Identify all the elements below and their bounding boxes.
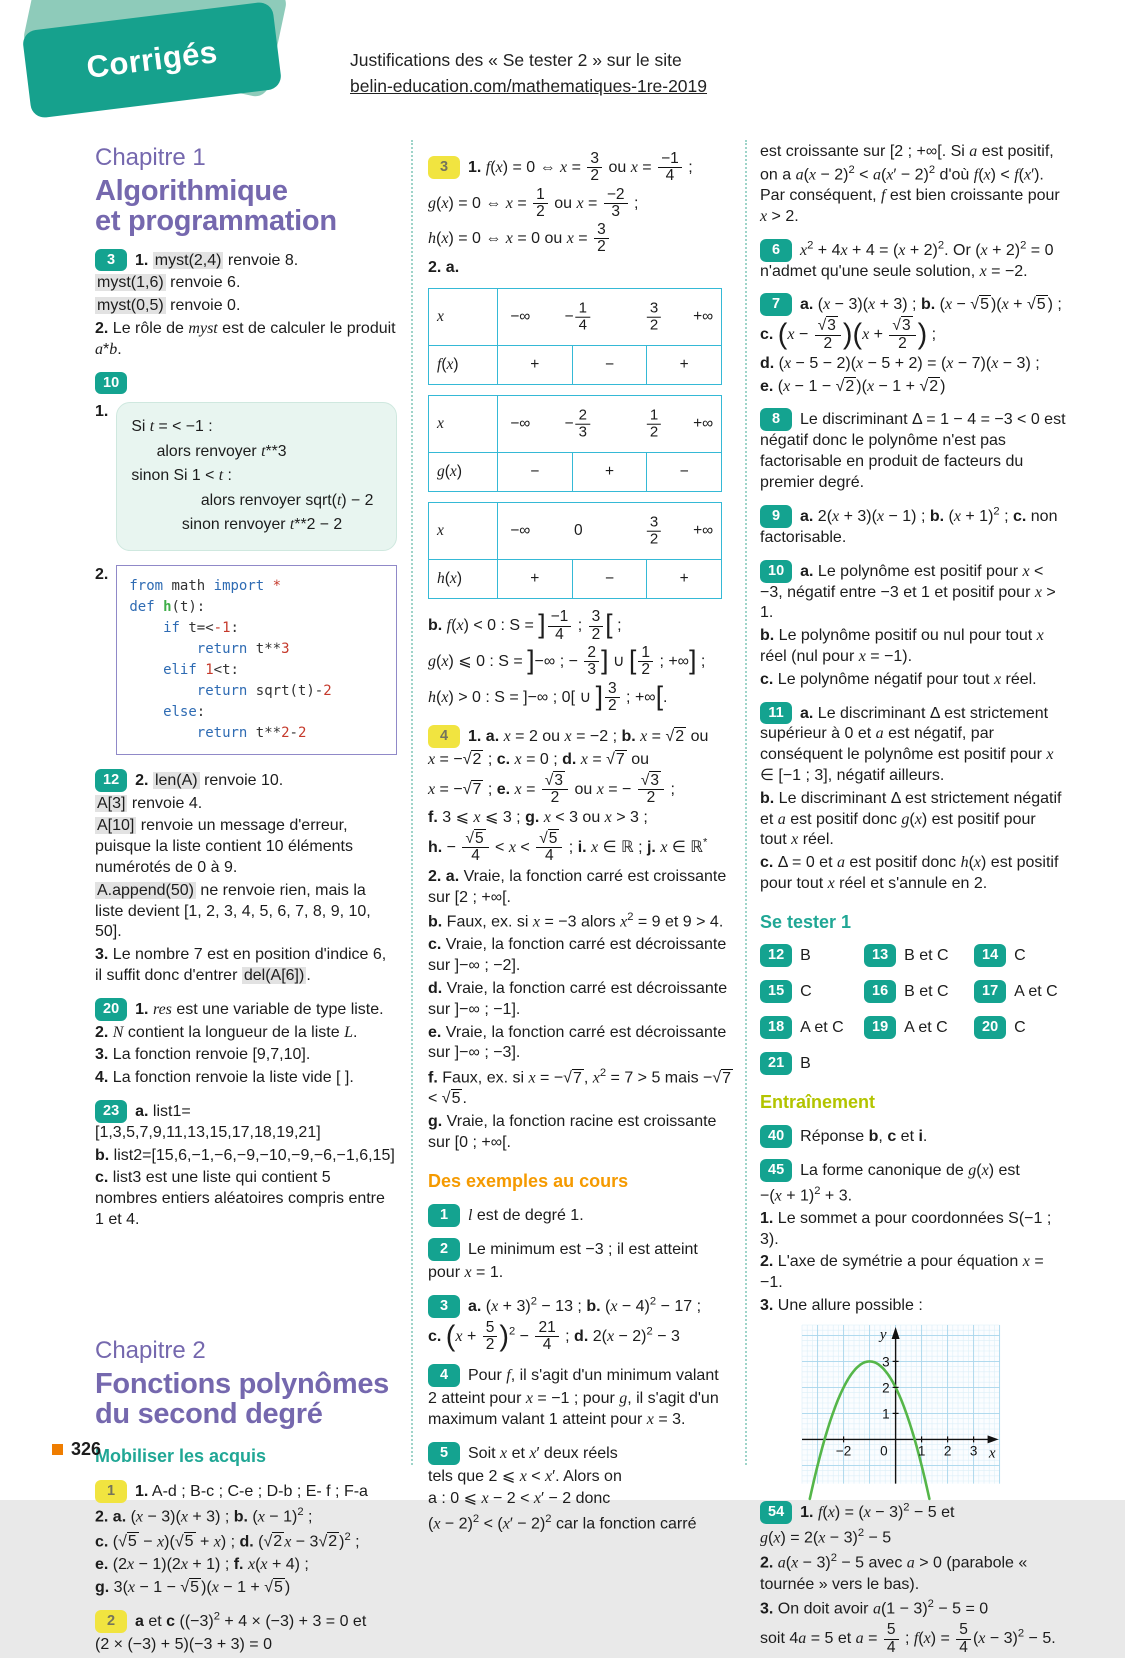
table-variable-label: x	[429, 503, 498, 559]
answer-item	[974, 1016, 1066, 1039]
table-values	[498, 396, 721, 452]
sign-table	[428, 395, 722, 492]
svg-text:3: 3	[969, 1443, 978, 1459]
algorithm-line: alors renvoyer sqrt(t) − 2	[200, 491, 374, 509]
banner-title: Corrigés	[84, 33, 220, 85]
table-value: +∞	[693, 415, 714, 433]
sign-cell: +	[530, 570, 540, 588]
sign-cell: +	[572, 453, 647, 491]
code-line: elif 1<t:	[163, 661, 239, 678]
column-2	[428, 140, 734, 1537]
exercise	[760, 408, 1066, 493]
exercise	[95, 1100, 397, 1144]
table-value: −∞	[510, 308, 531, 326]
table-value: $\frac{3}{2}$	[645, 515, 663, 548]
paragraph: b. Le discriminant Δ est strictement négatif et a est positif donc g(x) est positif pour tout x réel.	[760, 789, 1062, 849]
exercise	[428, 1238, 734, 1261]
exercise-badge: 3	[428, 156, 460, 179]
sign-cell: −	[646, 453, 721, 491]
paragraph: f. Faux, ex. si x = −√7 , $x^2 = 7 > 5$ mais −√7 < √5 .	[428, 1067, 732, 1108]
chapter-title: Fonctions polynômes du second degré	[95, 1368, 389, 1431]
paragraph: A.append(50) ne renvoie rien, mais la liste devient [1, 2, 3, 4, 5, 6, 7, 8, 9, 10, 50].	[95, 881, 371, 941]
paragraph: $g(x) = 2(x - 3)^2 - 5$	[760, 1527, 892, 1547]
exercise-badge: 14	[974, 944, 1006, 967]
code-line: return t**3	[196, 640, 290, 657]
exercise-text: 1. res est une variable de type liste.	[135, 1000, 384, 1018]
paragraph: h. − $\frac{√5}{4}$ < x < $\frac{√5}{4}$ ; i. x ∈ ℝ ; j. x ∈ ℝ*	[428, 830, 708, 865]
sign-cell: +	[646, 560, 721, 598]
exercise	[760, 1159, 1066, 1182]
exercise	[760, 505, 1066, 549]
algorithm-box	[116, 402, 397, 550]
exercise-badge: 8	[760, 408, 792, 431]
exercise-text: 1. $f(x) = (x - 3)^2 - 5$ et	[800, 1502, 955, 1522]
function-graph	[802, 1325, 1000, 1484]
algorithm-block	[95, 402, 397, 550]
answer-item	[974, 980, 1066, 1003]
paragraph: 3. Le nombre 7 est en position d'indice 6, il suffit donc d'entrer del(A[6]) .	[95, 946, 387, 985]
sign-cell: −	[572, 560, 647, 598]
exercise-text: La forme canonique de g(x) est	[800, 1161, 1020, 1179]
sign-cell: +	[530, 356, 540, 374]
exercise-badge: 12	[760, 944, 792, 967]
chapter-label: Chapitre 2	[95, 1336, 206, 1364]
paragraph: c. (√5 − x)(√5 + x) ; d. (√2 x − 3√2 )$^2$ ;	[95, 1530, 360, 1551]
algorithm-line: alors renvoyer t**3	[156, 442, 287, 460]
paragraph: d. Vraie, la fonction carré est décroissante sur ]−∞ ; −1].	[428, 980, 728, 1018]
paragraph: soit 4a = 5 et a = $\frac{5}{4}$ ; f(x) = $\frac{5}{4}$ $(x - 3)^2 - 5$.	[760, 1621, 1056, 1656]
paragraph: x = −√7 ; e. x = $\frac{√3}{2}$ ou x = − $\frac{√3}{2}$ ;	[428, 771, 675, 807]
exercise-text: Le minimum est −3 ; il est atteint	[468, 1240, 698, 1258]
exercise-badge: 5	[428, 1442, 460, 1465]
exercise	[760, 239, 1066, 283]
paragraph: b. list2=[15,6,−1,−6,−9,−10,−9,−6,−1,6,15]	[95, 1146, 395, 1164]
site-note-line1: Justifications des « Se tester 2 » sur le site	[350, 50, 682, 70]
column-separator	[411, 140, 413, 1465]
svg-text:1: 1	[917, 1443, 926, 1459]
answer-item	[760, 1052, 864, 1075]
exercise	[428, 1204, 734, 1227]
table-value: − $\frac{1}{4}$	[565, 301, 592, 334]
answer-item	[760, 980, 864, 1003]
exercise-badge: 9	[760, 505, 792, 528]
paragraph: 3. On doit avoir $a(1 - 3)^2 - 5 = 0$	[760, 1598, 989, 1618]
paragraph: c. Δ = 0 et a est positif donc h(x) est positif pour tout x réel et s'annule en 2.	[760, 854, 1059, 892]
paragraph: f. 3 ⩽ x ⩽ 3 ; g. x < 3 ou x > 3 ;	[428, 809, 648, 827]
answer-letter: A et C	[800, 1018, 844, 1036]
exercise-text: $x^2 + 4x + 4 = (x + 2)^2$. Or $(x + 2)^2 = 0$ n'admet qu'une seule solution, x = −2.	[760, 239, 1054, 280]
svg-text:y: y	[879, 1326, 887, 1343]
svg-text:0: 0	[880, 1443, 888, 1459]
exercise	[95, 998, 397, 1021]
answer-letter: B	[800, 947, 811, 965]
answer-item	[974, 944, 1066, 967]
answer-letter: B et C	[904, 982, 949, 1000]
answer-letter: C	[800, 982, 812, 1000]
exercise	[95, 1480, 397, 1503]
paragraph: g(x) ⩽ 0 : S = ]−∞ ; − $\frac{2}{3}$ ] ∪ [ $\frac{1}{2}$ ; +∞] ;	[428, 644, 706, 679]
algorithm-line: sinon renvoyer t**2 − 2	[181, 516, 343, 534]
paragraph: 2. Le rôle de myst est de calculer le produit a*b.	[95, 319, 396, 358]
svg-text:−2: −2	[835, 1443, 852, 1459]
exercise-badge: 23	[95, 1100, 127, 1123]
exercise	[760, 1501, 1066, 1524]
exercise-text: a. $(x + 3)^2 - 13$ ; b. $(x - 4)^2 - 17$ ;	[468, 1295, 702, 1315]
section-heading: Entraînement	[760, 1091, 876, 1112]
paragraph: pour x = 1.	[428, 1263, 504, 1281]
paragraph: c. list3 est une liste qui contient 5 nombres entiers aléatoires compris entre 1 et 4.	[95, 1169, 385, 1229]
exercise-badge: 20	[95, 998, 127, 1021]
code-line: return t**2-2	[196, 724, 307, 741]
exercise	[760, 1125, 1066, 1148]
exercise	[95, 249, 397, 272]
page-number: 326	[71, 1439, 102, 1459]
exercise-badge: 10	[760, 560, 792, 583]
sign-table	[428, 502, 722, 599]
svg-text:x: x	[988, 1445, 996, 1462]
paragraph: est croissante sur [2 ; +∞[. Si a est positif, on a $a(x - 2)^2 < a(x' - 2)^2$ d'où f(x) < f(x′). Par conséquent, f est bien croissante pour x > 2.	[760, 143, 1060, 225]
exercise-badge: 12	[95, 769, 127, 792]
exercise	[428, 1442, 734, 1465]
paragraph: g(x) = 0 ⇔ x = $\frac{1}{2}$ ou x = $\frac{-2}{3}$ ;	[428, 185, 639, 220]
exercise-text: Le discriminant Δ = 1 − 4 = −3 < 0 est négatif donc le polynôme n'est pas factorisable en produit de facteurs du premier degré.	[760, 411, 1066, 491]
answer-item	[760, 944, 864, 967]
answer-letter: B	[800, 1054, 811, 1072]
exercise-text: a. Le discriminant Δ est strictement supérieur à 0 et a est négatif, par conséquent le polynôme est positif pour x ∈ [−1 ; 3], négatif ailleurs.	[760, 704, 1054, 784]
paragraph: e. Vraie, la fonction carré est décroissante sur ]−∞ ; −3].	[428, 1023, 727, 1062]
table-value: $\frac{3}{2}$	[645, 301, 663, 334]
paragraph: tels que 2 ⩽ x < x′. Alors on	[428, 1467, 622, 1485]
paragraph: 2. $a(x - 3)^2 - 5$ avec a > 0 (parabole « tournée » vers le bas).	[760, 1552, 1028, 1593]
exercise	[428, 725, 734, 748]
paragraph: b. f(x) < 0 : S = ] $\frac{-1}{4}$ ; $\frac{3}{2}$ [ ;	[428, 608, 622, 643]
answer-item	[864, 1016, 974, 1039]
svg-text:1: 1	[882, 1406, 890, 1422]
exercise-text: 1. A-d ; B-c ; C-e ; D-b ; E- f ; F-a	[135, 1482, 368, 1500]
section-heading: Des exemples au cours	[428, 1170, 629, 1191]
paragraph: 4. La fonction renvoie la liste vide [ ].	[95, 1069, 354, 1087]
footer-square-icon	[52, 1444, 63, 1455]
code-line: def h(t):	[129, 598, 206, 615]
page-footer	[52, 1438, 101, 1461]
exercise-badge: 45	[760, 1159, 792, 1182]
answer-letter: C	[1014, 1018, 1026, 1036]
paragraph: myst(0,5) renvoie 0.	[97, 297, 241, 315]
paragraph: h(x) = 0 ⇔ x = 0 ou x = $\frac{3}{2}$	[428, 222, 734, 256]
exercise-text: 1. a. x = 2 ou x = −2 ; b. x = √2 ou	[468, 728, 709, 746]
table-value: −∞	[510, 522, 531, 540]
site-url[interactable]: belin-education.com/mathematiques-1re-2019	[350, 76, 708, 97]
paragraph: a : 0 ⩽ x − 2 < x′ − 2 donc	[428, 1490, 611, 1508]
exercise-badge: 40	[760, 1125, 792, 1148]
exercise-badge: 20	[974, 1016, 1006, 1039]
answer-item	[864, 980, 974, 1003]
paragraph: 2 atteint pour x = −1 ; pour g, il s'agit d'un maximum valant 1 atteint pour x = 3.	[428, 1390, 719, 1428]
answer-letter: A et C	[904, 1018, 948, 1036]
exercise-badge: 17	[974, 980, 1006, 1003]
paragraph: A[3] renvoie 4.	[97, 794, 203, 812]
sign-table-sign-row	[429, 560, 721, 598]
paragraph: 2. a. (x − 3)(x + 3) ; b. $(x - 1)^2$ ;	[95, 1505, 313, 1525]
table-value: − $\frac{2}{3}$	[565, 408, 592, 441]
graph-container	[802, 1325, 1066, 1490]
sign-table-header-row	[429, 503, 721, 560]
exercise-text: a et c ($(-3)^2 + 4 \times (-3) + 3 = 0$ et	[135, 1610, 367, 1630]
python-code-box	[116, 565, 397, 755]
table-value: +∞	[693, 522, 714, 540]
exercise-badge: 10	[95, 372, 127, 395]
exercise	[95, 372, 397, 395]
sign-table-sign-row	[429, 453, 721, 491]
exercise-badge: 2	[428, 1238, 460, 1261]
paragraph: d. (x − 5 − 2)(x − 5 + 2) = (x − 7)(x − 3) ;	[760, 354, 1040, 372]
column-1	[95, 140, 397, 1657]
exercise-badge: 15	[760, 980, 792, 1003]
exercise	[95, 769, 397, 792]
chapter-heading	[95, 142, 397, 237]
table-value: $\frac{1}{2}$	[645, 408, 663, 441]
exercise-badge: 7	[760, 293, 792, 316]
column-3	[760, 140, 1066, 1658]
table-function-label: f ( x )	[429, 346, 498, 384]
paragraph: 1. Le sommet a pour coordonnées S(−1 ; 3).	[760, 1209, 1052, 1248]
chapter-heading	[95, 1335, 397, 1430]
paragraph: c. (x − $\frac{√3}{2}$ )(x + $\frac{√3}{2}$ ) ;	[760, 317, 937, 352]
exercise-badge: 19	[864, 1016, 896, 1039]
paragraph: 2. a.	[428, 258, 460, 276]
svg-text:3: 3	[882, 1354, 890, 1370]
exercise-badge: 16	[864, 980, 896, 1003]
sign-table-header-row	[429, 396, 721, 453]
exercise-text: Réponse b, c et i.	[800, 1127, 928, 1145]
answer-letter: B et C	[904, 947, 949, 965]
svg-text:2: 2	[882, 1380, 890, 1396]
chapter-title: Algorithmique et programmation	[95, 175, 337, 238]
code-line: else:	[163, 703, 206, 720]
answer-item	[864, 944, 974, 967]
code-line: if t=<-1:	[163, 619, 239, 636]
exercise-badge: 1	[95, 1480, 127, 1503]
table-value: −∞	[510, 415, 531, 433]
sign-cell: +	[646, 346, 721, 384]
paragraph: c. Vraie, la fonction carré est décroissante sur ]−∞ ; −2].	[428, 936, 727, 975]
exercise	[760, 560, 1066, 624]
table-value: +∞	[693, 308, 714, 326]
exercise-badge: 54	[760, 1501, 792, 1524]
exercise-text: 1. myst(2,4) renvoie 8.	[135, 251, 299, 269]
exercise-text: Soit x et x′ deux réels	[468, 1444, 618, 1462]
table-variable-label: x	[429, 396, 498, 452]
exercise-badge: 21	[760, 1052, 792, 1075]
exercise-badge: 4	[428, 725, 460, 748]
paragraph: h(x) > 0 : S = ]−∞ ; 0[ ∪ ] $\frac{3}{2}$ ; +∞[.	[428, 679, 668, 714]
exercise	[760, 702, 1066, 787]
chapter-label: Chapitre 1	[95, 144, 206, 171]
paragraph: 2. a. Vraie, la fonction carré est croissante sur [2 ; +∞[.	[428, 867, 727, 906]
table-value: 0	[573, 522, 583, 540]
item-label: 1.	[95, 403, 109, 421]
site-note	[350, 47, 707, 100]
exercise-text: a. list1=[1,3,5,7,9,11,13,15,17,18,19,21]	[95, 1103, 321, 1141]
paragraph: g. Vraie, la fonction racine est croissante sur [0 ; +∞[.	[428, 1113, 717, 1151]
paragraph: myst(1,6) renvoie 6.	[97, 274, 241, 292]
paragraph: e. (x − 1 − √2 )(x − 1 + √2 )	[760, 377, 946, 395]
exercise-text: a. Le polynôme est positif pour x < −3, négatif entre −3 et 1 et positif pour x > 1.	[760, 562, 1056, 622]
paragraph: 3. Une allure possible :	[760, 1296, 923, 1314]
exercise	[428, 1295, 734, 1318]
exercise-badge: 2	[95, 1610, 127, 1633]
code-block	[95, 565, 397, 755]
exercise-badge: 3	[428, 1295, 460, 1318]
paragraph: c. (x + $\frac{5}{2}$ )$^2$ − $\frac{21}{4}$ ; d. $2(x - 2)^2 - 3$	[428, 1318, 680, 1354]
exercise	[428, 151, 734, 185]
table-function-label: g ( x )	[429, 453, 498, 491]
exercise-badge: 1	[428, 1204, 460, 1227]
paragraph: 3. La fonction renvoie [9,7,10].	[95, 1046, 311, 1064]
paragraph: $-(x + 1)^2 + 3$.	[760, 1184, 853, 1204]
sign-table-header-row	[429, 289, 721, 346]
exercise-badge: 13	[864, 944, 896, 967]
paragraph: x = −√2 ; c. x = 0 ; d. x = √7 ou	[428, 751, 650, 769]
sign-table	[428, 288, 722, 385]
exercise-text: Pour f, il s'agit d'un minimum valant	[468, 1367, 719, 1385]
exercise-badge: 11	[760, 702, 792, 725]
paragraph: $(x - 2)^2 < (x' - 2)^2$ car la fonction carré	[428, 1513, 697, 1533]
paragraph: e. (2x − 1)(2x + 1) ; f. x(x + 4) ;	[95, 1555, 309, 1573]
exercise-text: l est de degré 1.	[468, 1207, 584, 1225]
exercise-badge: 3	[95, 249, 127, 272]
exercise-text: a. (x − 3)(x + 3) ; b. (x − √5 )(x + √5 ) ;	[800, 296, 1062, 314]
exercise-text: 2. len(A) renvoie 10.	[135, 771, 284, 789]
exercise-text: a. 2(x + 3)(x − 1) ; b. $(x + 1)^2$ ; c. non factorisable.	[760, 505, 1058, 546]
column-separator	[745, 140, 747, 1465]
paragraph: (2 × (−3) + 5)(−3 + 3) = 0	[95, 1635, 272, 1653]
svg-text:2: 2	[943, 1443, 952, 1459]
paragraph: 2. L'axe de symétrie a pour équation x = −1.	[760, 1253, 1044, 1292]
algorithm-line: Si t = < −1 :	[131, 418, 213, 436]
paragraph: 2. N contient la longueur de la liste L.	[95, 1023, 358, 1041]
sign-cell: −	[530, 463, 540, 481]
exercise	[428, 1364, 734, 1387]
paragraph: b. Le polynôme positif ou nul pour tout x réel (nul pour x = −1).	[760, 627, 1044, 665]
exercise-text: 1. f(x) = 0 ⇔ x = $\frac{3}{2}$ ou x = $\frac{-1}{4}$ ;	[468, 150, 693, 185]
table-values	[498, 289, 721, 345]
table-values	[498, 503, 721, 559]
code-line: from math import *	[129, 577, 282, 594]
code-line: return sqrt(t)-2	[196, 682, 332, 699]
answer-letter: C	[1014, 947, 1026, 965]
paragraph: g. 3(x − 1 − √5 )(x − 1 + √5 )	[95, 1578, 291, 1596]
sign-table-sign-row	[429, 346, 721, 384]
answer-item	[760, 1016, 864, 1039]
section-heading: Se tester 1	[760, 911, 852, 932]
exercise-badge: 18	[760, 1016, 792, 1039]
paragraph: b. Faux, ex. si x = −3 alors $x^2 = 9$ et 9 > 4.	[428, 911, 724, 931]
spacer	[95, 1233, 397, 1333]
sign-cell: −	[572, 346, 647, 384]
paragraph: A[10] renvoie un message d'erreur, puisque la liste contient 10 éléments numérotés de 0 à 9.	[95, 817, 353, 877]
table-function-label: h ( x )	[429, 560, 498, 598]
paragraph: c. Le polynôme négatif pour tout x réel.	[760, 670, 1037, 688]
answer-letter: A et C	[1014, 982, 1058, 1000]
table-variable-label: x	[429, 289, 498, 345]
exercise-badge: 6	[760, 239, 792, 262]
exercise	[95, 1609, 397, 1632]
answers-grid	[760, 944, 1066, 1074]
algorithm-line: sinon Si 1 < t :	[131, 467, 232, 485]
section-heading: Mobiliser les acquis	[95, 1446, 267, 1467]
exercise-badge: 4	[428, 1364, 460, 1387]
exercise	[760, 293, 1066, 316]
item-label: 2.	[95, 565, 109, 583]
